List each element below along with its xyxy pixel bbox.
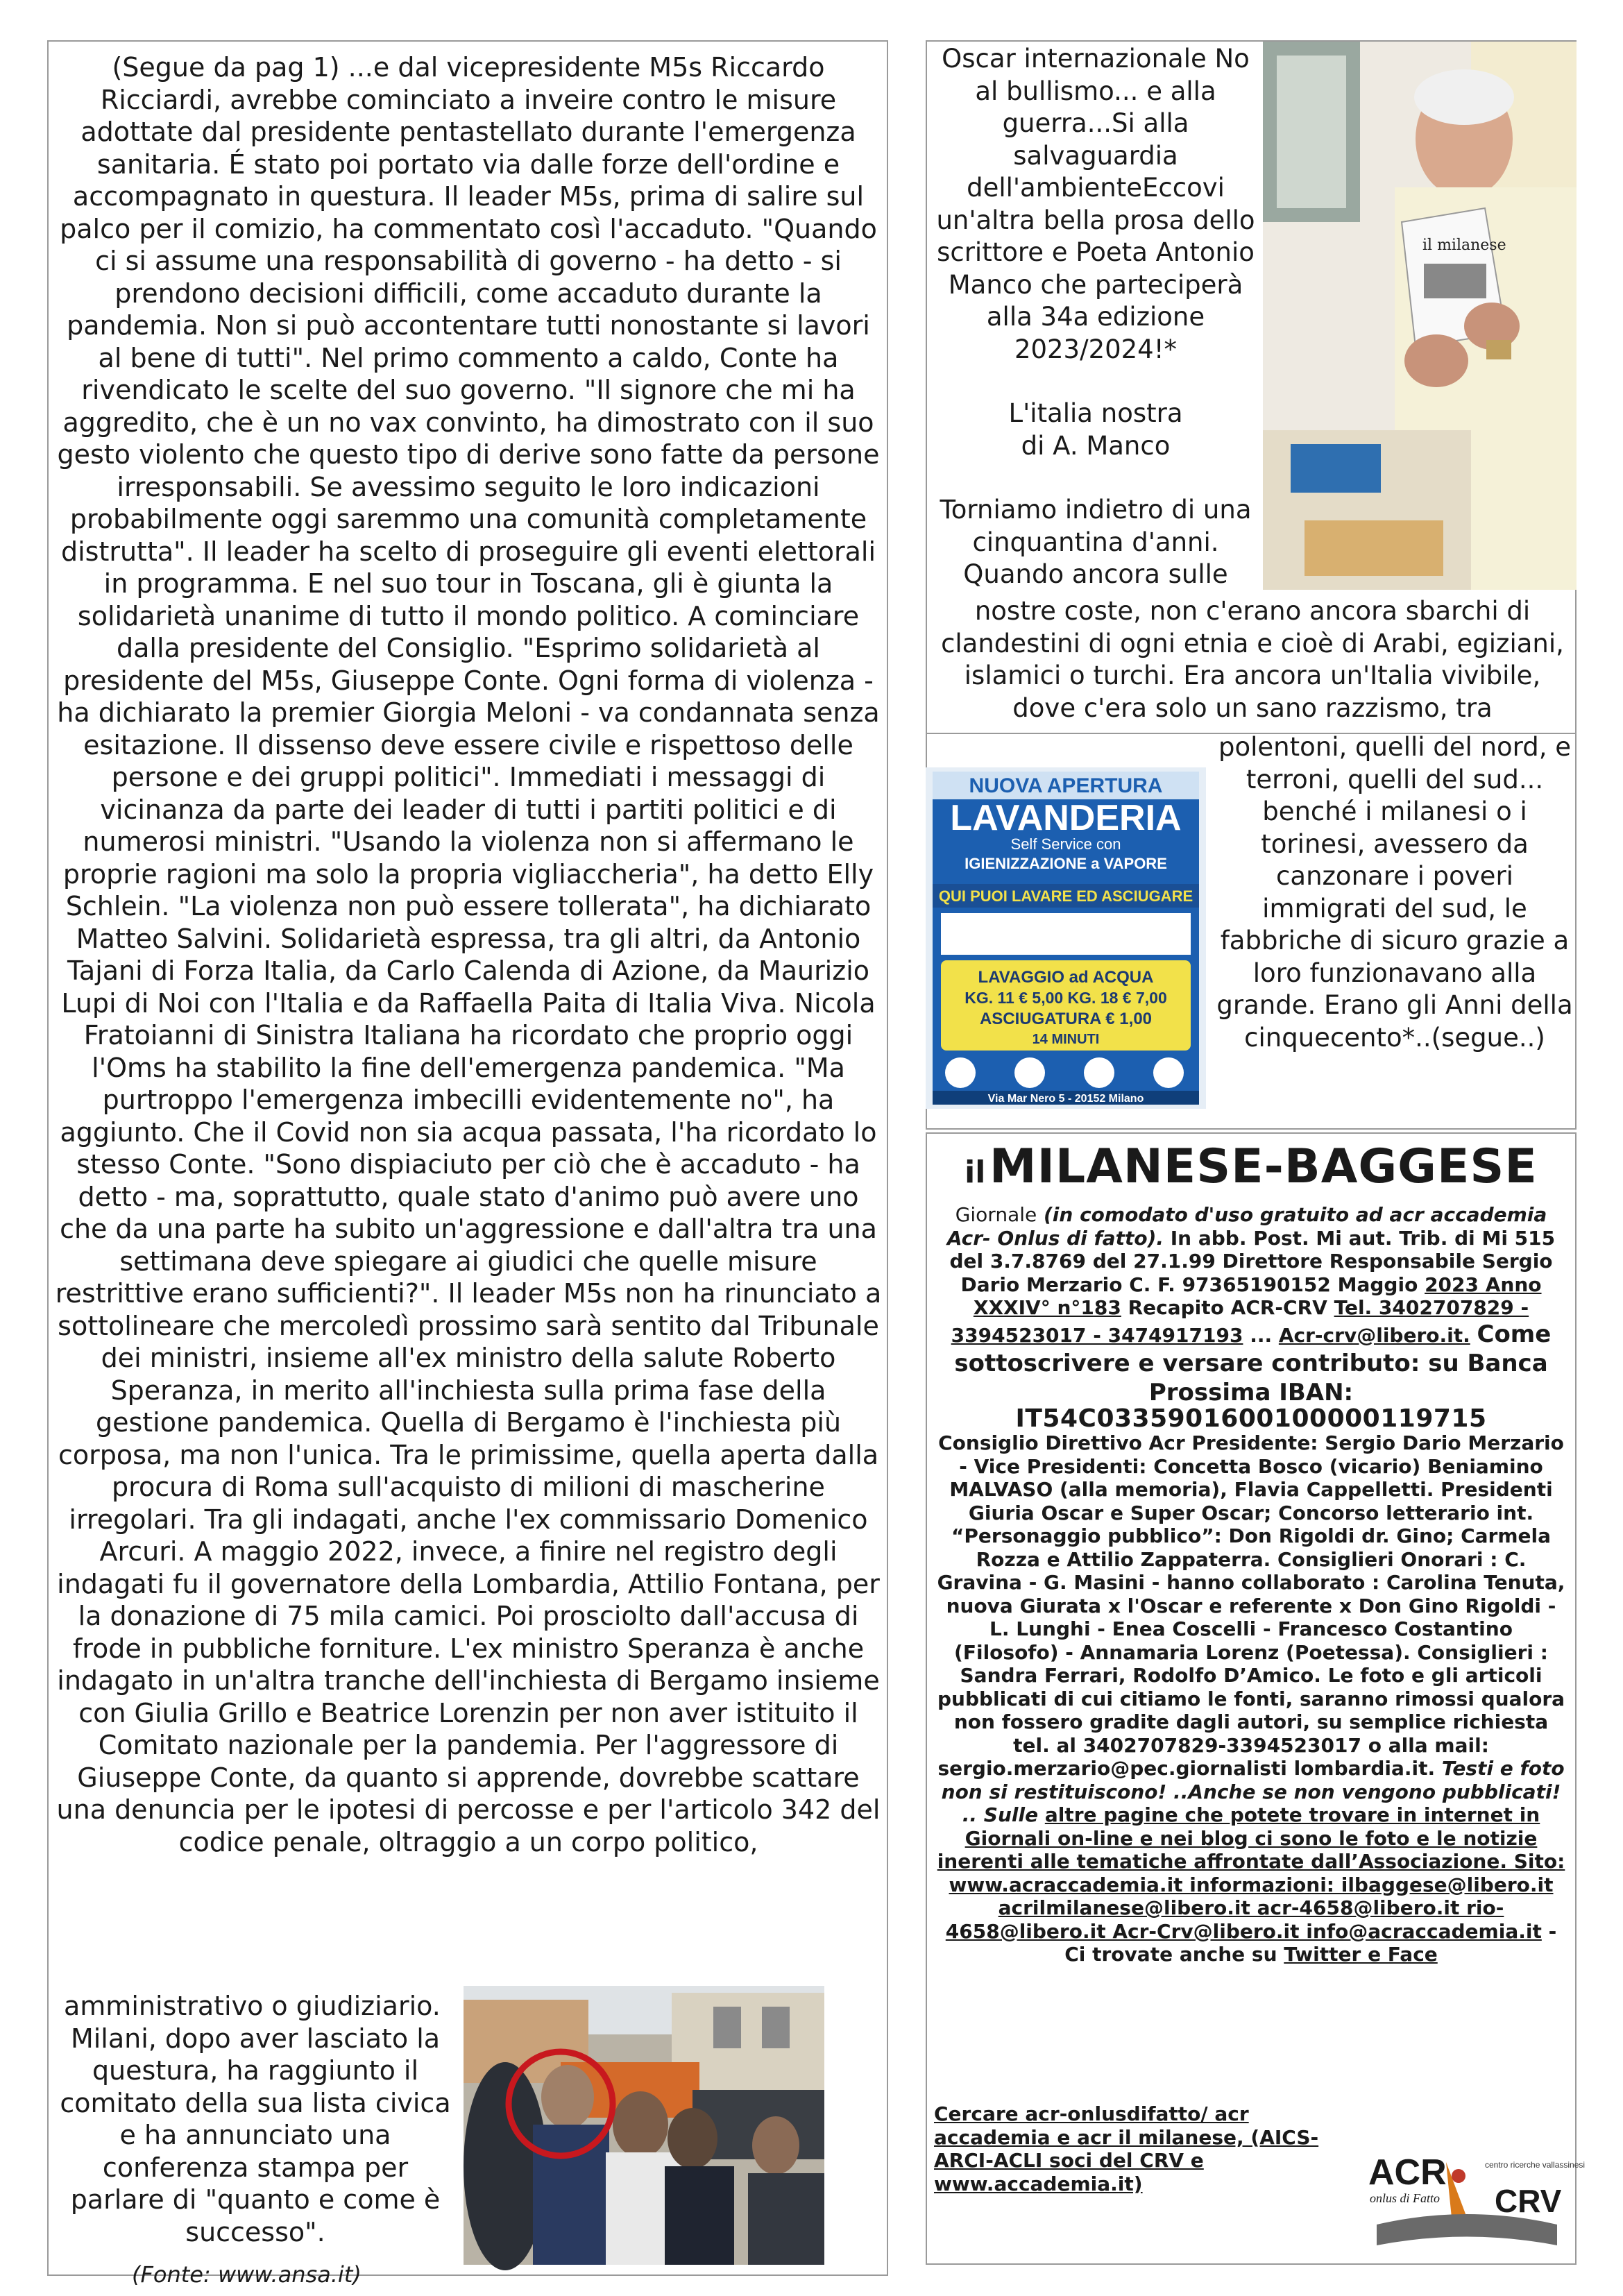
masthead-comodato: (in comodato d'uso gratuito ad acr accademia Acr- Onlus di fatto). (946, 1203, 1547, 1250)
masthead-title-il: il (965, 1155, 986, 1190)
masthead-body (937, 1203, 1565, 1966)
logo-acr-text: ACR (1368, 2152, 1447, 2193)
oscar-title-line1: L'italia nostra (1008, 398, 1183, 428)
masthead-twitter[interactable]: Twitter e Face (1284, 1943, 1438, 1966)
article-tail-first: amministrativo o giudiziario. (64, 1991, 441, 2021)
masthead-giornale: Giornale (955, 1203, 1037, 1226)
ad-price1: LAVAGGIO ad ACQUA (978, 968, 1154, 987)
logo-onlus-text: onlus di Fatto (1370, 2191, 1441, 2205)
photo-old-man-reading (1263, 42, 1577, 590)
oscar-intro: Oscar internazionale No al bullismo... e alla guerra...Si alla salvaguardia dell'ambienteEccovi un'altra bella prosa dello scrittore e Poeta Antonio Manco che parteciperà alla 34a edizione 2023/2024!* (936, 44, 1255, 364)
masthead-iban: IT54C0335901600100000119715 (1015, 1404, 1487, 1433)
oscar-wide-text: nostre coste, non c'erano ancora sbarchi di clandestini di ogni etnia e cioè di Arabi, egiziani, islamici o turchi. Era ancora un'Italia vivibile, dove c'era solo un sano razzismo, tra (941, 596, 1564, 723)
oscar-box (926, 40, 1577, 734)
oscar-intro-block (930, 43, 1261, 591)
ad-line2: LAVANDERIA (950, 798, 1182, 838)
article-tail (54, 1990, 457, 2248)
ad-line4: IGIENIZZAZIONE a VAPORE (965, 855, 1167, 872)
acr-crv-logo (1363, 2148, 1586, 2259)
masthead-dots: ... (1250, 1323, 1273, 1347)
masthead-mail-link[interactable]: Acr-crv@libero.it. (1278, 1323, 1470, 1347)
masthead-testi: Testi e foto non si restituiscono! ..Anche se non vengono pubblicati! .. Sulle (941, 1757, 1565, 1826)
masthead-come: Come sottoscrivere e versare contributo: su Banca Prossima IBAN: (954, 1320, 1552, 1406)
ad-line3: Self Service con (1010, 835, 1121, 853)
masthead-trovate: - Ci trovate anche su (1064, 1919, 1557, 1966)
masthead-anno: 2023 Anno XXXIV° n°183 (973, 1273, 1542, 1319)
oscar-narrow-text: polentoni, quelli del nord, e terroni, quelli del sud... benché i milanesi o i torinesi, avessero da canzonare i poveri immigrati del sud, le fabbriche di sicuro grazie a loro funzionavano alla grande. Erano gli Anni della cinquecento*..(segue..) (1216, 732, 1573, 1053)
masthead-altre[interactable]: altre pagine che potete trovare in internet in Giornali on-line e nei blog ci sono le foto e le notizie inerenti alle tematiche affrontate dall’Associazione. Sito: www.acraccademia.it informazioni: ilbaggese@libero.it acrilmilanese@libero.it acr-4658@libero.it rio-4658@libero.it Acr-Crv@libero.it info@acraccademia.it (937, 1803, 1565, 1943)
ad-price3: ASCIUGATURA € 1,00 (979, 1010, 1153, 1028)
masthead-tel[interactable]: Tel. 3402707829 - 3394523017 - 3474917193 (951, 1296, 1529, 1347)
masthead-consiglio: Consiglio Direttivo Acr Presidente: Sergio Dario Merzario - Vice Presidenti: Concetta Bosco (vicario) Beniamino MALVASO (alla memoria), Flavia Cappelletti. Presidenti Giuria Oscar e Super Oscar; Concorso letterario int. “Personaggio pubblico”: Don Rigoldi dr. Gino; Carmela Rozza e Attilio Zappaterra. Consiglieri Onorari : C. Gravina - G. Masini - hanno collaborato : Carolina Tenuta, nuova Giurata x l'Oscar e referente x Don Gino Rigoldi - L. Lunghi - Enea Coscelli - Francesco Costantino (Filosofo) - Annamaria Lorenz (Poetessa). Consiglieri : Sandra Ferrari, Rodolfo D’Amico. Le foto e gli articoli pubblicati di cui citiamo le fonti, saranno rimossi qualora non fossero gradite dagli autori, su semplice richiesta tel. al 3402707829-3394523017 o alla mail: sergio.merzario@pec.giornalisti lombardia.it. (937, 1431, 1565, 1780)
masthead-bottom (934, 2102, 1350, 2195)
svg-text:il milanese: il milanese (1422, 237, 1506, 254)
ad-address: Via Mar Nero 5 - 20152 Milano (987, 1093, 1144, 1105)
masthead-box (926, 1132, 1586, 2265)
laundry-advertisement (926, 767, 1206, 1109)
article-tail-rest: Milani, dopo aver lasciato la questura, ha raggiunto il comitato della sua lista civica e ha annunciato una conferenza stampa per parlare di "quanto e come è successo". (60, 2023, 451, 2247)
masthead-line-a: In abb. Post. Mi aut. Trib. di Mi 515 del 3.7.8769 del 27.1.99 (949, 1226, 1556, 1273)
oscar-title-line2: di A. Manco (1021, 430, 1171, 461)
ad-line1: NUOVA APERTURA (969, 774, 1163, 797)
masthead-bottom-text[interactable]: Cercare acr-onlusdifatto/ acr accademia e acr il milanese, (AICS-ARCI-ACLI soci del CRV e www.accademia.it) (934, 2102, 1319, 2195)
oscar-para-start: Torniamo indietro di una cinquantina d'anni. Quando ancora sulle (940, 495, 1252, 589)
photo-conte-aggression (464, 1986, 824, 2265)
masthead-recapito: Recapito ACR-CRV (1128, 1296, 1327, 1319)
masthead-title (927, 1139, 1575, 1194)
masthead-title-name: MILANESE-BAGGESE (989, 1139, 1538, 1194)
ad-line5: QUI PUOI LAVARE ED ASCIUGARE (938, 887, 1193, 905)
logo-centro-text: centro ricerche vallassinesi (1485, 2160, 1586, 2170)
logo-crv-text: CRV (1495, 2183, 1562, 2219)
ad-price4: 14 MINUTI (1032, 1032, 1100, 1047)
article-source: (Fonte: www.ansa.it) (132, 2261, 362, 2288)
masthead-direttore: Direttore Responsabile Sergio Dario Merzario C. F. 97365190152 Maggio (960, 1250, 1553, 1296)
article-body: (Segue da pag 1) ...e dal vicepresidente M5s Riccardo Ricciardi, avrebbe cominciato a inveire contro le misure adottate dal presidente pentastellato durante l'emergenza sanitaria. É stato poi portato via dalle forze dell'ordine e accompagnato in questura. Il leader M5s, prima di salire sul palco per il comizio, ha commentato così l'accaduto. "Quando ci si assume una responsabilità di governo - ha detto - si prendono decisioni difficili, come accaduto durante la pandemia. Non si può accontentare tutti nonostante si lavori al bene di tutti". Nel primo commento a caldo, Conte ha rivendicato le scelte del suo governo. "Il signore che mi ha aggredito, che è un no vax convinto, ha dimostrato con il suo gesto violento che questo tipo di derive sono fatte da persone irresponsabili. Se avessimo seguito le loro indicazioni probabilmente oggi saremmo una comunità completamente distrutta". Il leader ha scelto di proseguire gli eventi elettorali in programma. E nel suo tour in Toscana, gli è giunta la solidarietà unanime di tutto il mondo politico. A cominciare dalla presidente del Consiglio. "Esprimo solidarietà al presidente del M5s, Giuseppe Conte. Ogni forma di violenza - ha dichiarato la premier Giorgia Meloni - va condannata senza esitazione. Il dissenso deve essere civile e rispettoso delle persone e dei gruppi politici". Immediati i messaggi di vicinanza da parte dei leader di tutti i partiti politici e di numerosi ministri. "Usando la violenza non si affermano le proprie ragioni ma solo la propria vigliaccheria", ha detto Elly Schlein. "La violenza non può essere tollerata", ha dichiarato Matteo Salvini. Solidarietà espressa, tra gli altri, da Antonio Tajani di Forza Italia, da Carlo Calenda di Azione, da Maurizio Lupi di Noi con l'Italia e da Raffaella Paita di Italia Viva. Nicola Fratoianni di Sinistra Italiana ha ricordato che proprio oggi l'Oms ha stabilito la fine dell'emergenza pandemica. "Ma purtroppo l'emergenza imbecilli evidentemente no", ha aggiunto. Che il Covid non sia acqua passata, l'ha ricordato lo stesso Conte. "Sono dispiaciuto per ciò che è accaduto - ha detto - ma, soprattutto, quale stato d'animo può avere uno che da una parte ha subito un'aggressione e dall'altra tra una settimana deve spiegare ai giudici che quelle misure restrittive erano sufficienti?". Il leader M5s non ha rinunciato a sottolineare che mercoledì prossimo sarà sentito dal Tribunale dei ministri, insieme all'ex ministro della salute Roberto Speranza, in merito all'inchiesta sulla prima fase della gestione pandemica. Quella di Bergamo è l'inchiesta più corposa, ma non l'unica. Tra le primissime, quella aperta dalla procura di Roma sull'acquisto di milioni di mascherine irregolari. Tra gli indagati, anche l'ex commissario Domenico Arcuri. A maggio 2022, invece, a finire nel registro degli indagati fu il governatore della Lombardia, Attilio Fontana, per la donazione di 75 mila camici. Poi prosciolto dall'accusa di frode in pubbliche forniture. L'ex ministro Speranza è anche indagato in un'altra tranche dell'inchiesta di Bergamo insieme con Giulia Grillo e Beatrice Lorenzin per non aver istituito il Comitato nazionale per la pandemia. Per l'aggressore di Giuseppe Conte, da quanto si apprende, dovrebbe scattare una denuncia per le ipotesi di percosse e per l'articolo 342 del codice penale, oltraggio a un corpo politico, (55, 52, 882, 1857)
ad-price2: KG. 11 € 5,00 KG. 18 € 7,00 (965, 989, 1167, 1007)
article-column (47, 40, 888, 2288)
